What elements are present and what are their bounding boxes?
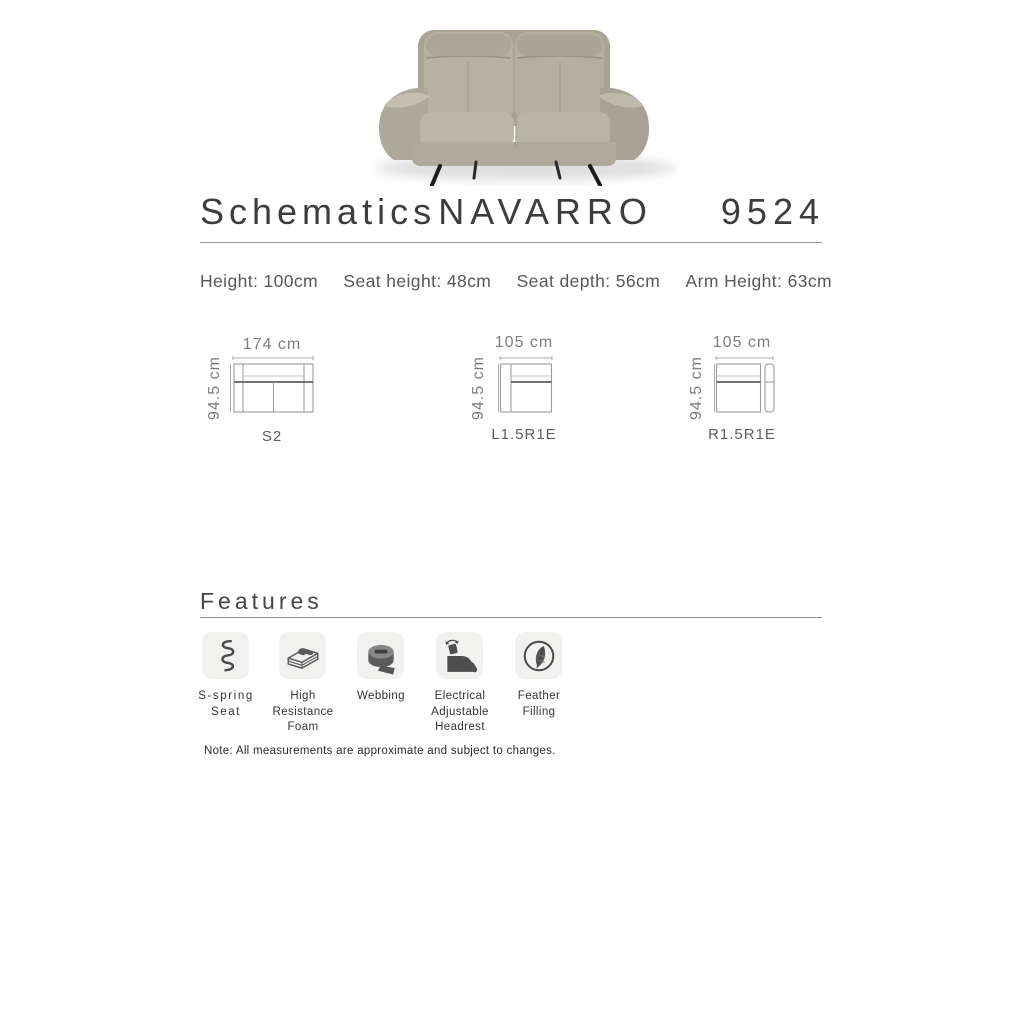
sofa-top-view-diagram bbox=[714, 356, 776, 416]
feature-tile-webbing bbox=[357, 632, 404, 679]
schematic-s2 bbox=[200, 336, 360, 451]
height-dimension-label: 94.5 cm bbox=[206, 356, 223, 420]
width-dimension-label: 174 cm bbox=[242, 336, 302, 353]
product-photo bbox=[348, 10, 678, 186]
features-title: Features bbox=[200, 588, 323, 614]
page-title: Schematics bbox=[200, 191, 437, 232]
feature-tile-s-spring bbox=[202, 632, 249, 679]
sofa-top-view-diagram bbox=[230, 356, 316, 418]
feature-label-webbing: Webbing bbox=[357, 690, 405, 702]
schematic-l15r1e bbox=[462, 334, 622, 449]
spec-seat-height: Seat height: 48cm bbox=[343, 271, 492, 291]
module-code: L1.5R1E bbox=[491, 426, 557, 443]
high-resistance-foam-icon bbox=[284, 637, 322, 675]
module-code: R1.5R1E bbox=[708, 426, 776, 443]
features-divider bbox=[200, 617, 822, 618]
header bbox=[200, 191, 825, 237]
feature-label-headrest: Electrical Adjustable Headrest bbox=[431, 690, 489, 734]
feature-tile-foam bbox=[279, 632, 326, 679]
spec-height: Height: 100cm bbox=[200, 271, 319, 291]
spec-seat-depth: Seat depth: 56cm bbox=[516, 271, 661, 291]
model-name: NAVARRO 9524 bbox=[438, 191, 825, 232]
feature-label-feather: Feather Filling bbox=[517, 690, 561, 718]
width-dimension-label: 105 cm bbox=[494, 334, 554, 351]
feature-tile-headrest bbox=[436, 632, 483, 679]
header-divider bbox=[200, 242, 822, 243]
feather-filling-icon bbox=[520, 637, 558, 675]
height-dimension-label: 94.5 cm bbox=[688, 356, 705, 420]
s-spring-icon bbox=[208, 637, 244, 675]
module-code: S2 bbox=[261, 428, 283, 445]
feature-label-foam: High Resistance Foam bbox=[272, 690, 334, 734]
width-dimension-label: 105 cm bbox=[712, 334, 772, 351]
spec-arm-height: Arm Height: 63cm bbox=[685, 271, 832, 291]
height-dimension-label: 94.5 cm bbox=[470, 356, 487, 420]
disclaimer-note: Note: All measurements are approximate and subject to changes. bbox=[204, 745, 556, 757]
webbing-icon bbox=[362, 637, 400, 675]
feature-tile-feather bbox=[515, 632, 562, 679]
sofa-top-view-diagram bbox=[498, 356, 554, 416]
feature-label-s-spring: S-spring Seat bbox=[198, 690, 254, 718]
schematic-r15r1e bbox=[678, 334, 838, 449]
electrical-adjustable-headrest-icon bbox=[441, 637, 479, 675]
measurements-row bbox=[200, 271, 832, 292]
